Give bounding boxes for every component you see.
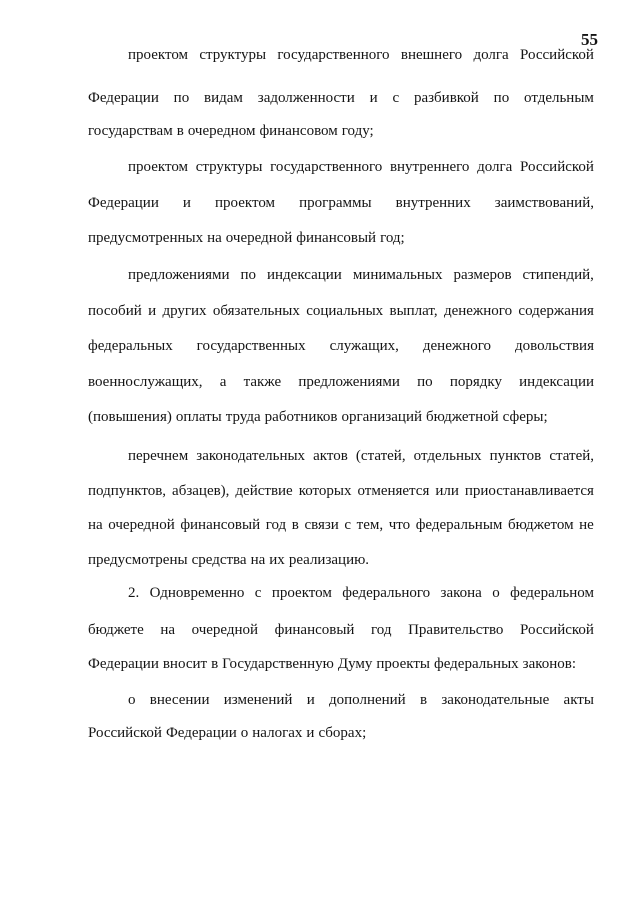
word: труда — [225, 409, 261, 425]
word: тем, — [356, 517, 384, 533]
word: отдельных — [413, 448, 482, 464]
word: бюджетной — [426, 409, 499, 425]
word: разбивкой — [413, 90, 479, 106]
word: в — [211, 656, 219, 672]
word: бюджетом — [507, 517, 574, 533]
word: сборах; — [318, 725, 367, 741]
word: действие — [235, 483, 293, 499]
word: федеральных — [88, 338, 173, 354]
word: индексации — [519, 374, 594, 390]
text-line — [88, 620, 594, 640]
word: Федерации — [88, 195, 159, 211]
word: проектом — [215, 195, 276, 211]
word: 2. — [128, 585, 140, 601]
text-line — [128, 583, 594, 603]
word: Федерации — [165, 725, 237, 741]
word: статей, — [549, 448, 594, 464]
word: связи — [304, 517, 339, 533]
word: государственного — [277, 47, 390, 63]
word: предложениями — [128, 267, 230, 283]
word: законодательные — [441, 692, 550, 708]
word: Думу — [337, 656, 373, 672]
word: предусмотренных — [88, 230, 204, 246]
word: закона — [440, 585, 482, 601]
word: внешнего — [400, 47, 463, 63]
word: порядку — [449, 374, 502, 390]
word: Российской — [520, 47, 594, 63]
word: очередной — [108, 517, 175, 533]
word: Государственную — [222, 656, 334, 672]
word: денежного — [443, 303, 513, 319]
word: финансовый — [296, 230, 377, 246]
word: перечнем — [128, 448, 189, 464]
word: видам — [204, 90, 243, 106]
word: (статей, — [355, 448, 406, 464]
word: внутреннего — [389, 159, 470, 175]
word: с — [344, 517, 352, 533]
word: минимальных — [352, 267, 443, 283]
word: предусмотрены — [88, 552, 188, 568]
word: проектом — [271, 585, 332, 601]
text-line — [88, 372, 594, 392]
word: федеральных — [433, 656, 519, 672]
word: которых — [298, 483, 352, 499]
word: на — [250, 552, 266, 568]
text-line — [88, 515, 594, 535]
word: внутренних — [395, 195, 471, 211]
word: финансовый — [274, 622, 355, 638]
text-line — [88, 481, 594, 501]
word: в — [419, 692, 428, 708]
word: содержания — [518, 303, 594, 319]
text-line — [128, 157, 594, 177]
text-line — [88, 301, 594, 321]
word: на — [88, 517, 103, 533]
word: стипендий, — [522, 267, 594, 283]
word: Правительство — [408, 622, 504, 638]
text-line — [88, 228, 594, 248]
text-line — [88, 723, 594, 743]
word: и — [306, 725, 315, 741]
text-line — [128, 446, 594, 466]
text-line — [88, 550, 594, 570]
text-line — [88, 336, 594, 356]
word: федерального — [342, 585, 431, 601]
word: подпунктов, — [88, 483, 167, 499]
word: структуры — [199, 47, 267, 63]
word: налогах — [252, 725, 303, 741]
word: финансовый — [180, 517, 261, 533]
word: Федерации — [88, 90, 159, 106]
word: законов: — [522, 656, 577, 672]
word: в — [176, 123, 184, 139]
word: федеральном — [510, 585, 594, 601]
word: очередной — [225, 230, 293, 246]
word: на — [160, 622, 176, 638]
word: о — [240, 725, 249, 741]
word: и — [306, 692, 315, 708]
word: государствам — [88, 123, 173, 139]
word: финансовом — [259, 123, 338, 139]
word: а — [219, 374, 227, 390]
word: о — [128, 692, 136, 708]
word: сферы; — [502, 409, 548, 425]
word: что — [388, 517, 411, 533]
word: федеральным — [415, 517, 503, 533]
word: проектом — [128, 159, 189, 175]
word: (повышения) — [88, 409, 172, 425]
word: актов — [313, 448, 348, 464]
word: довольствия — [515, 338, 594, 354]
word: Одновременно — [149, 585, 245, 601]
word: изменений — [223, 692, 293, 708]
word: долга — [477, 159, 513, 175]
word: пунктов — [489, 448, 542, 464]
word: оплаты — [175, 409, 222, 425]
word: приостанавливается — [464, 483, 594, 499]
word: работников — [264, 409, 338, 425]
text-line — [88, 193, 594, 213]
word: государственного — [270, 159, 383, 175]
word: очередной — [191, 622, 259, 638]
text-line — [88, 88, 594, 108]
word: бюджете — [88, 622, 144, 638]
word: государственных — [196, 338, 306, 354]
word: о — [492, 585, 500, 601]
text-line — [88, 654, 594, 674]
word: денежного — [422, 338, 492, 354]
word: средства — [191, 552, 247, 568]
word: заимствований, — [494, 195, 594, 211]
text-line — [88, 121, 594, 141]
word: по — [493, 90, 510, 106]
text-line — [128, 690, 594, 710]
word: очередном — [187, 123, 256, 139]
word: также — [243, 374, 282, 390]
word: других — [162, 303, 207, 319]
word: законодательных — [196, 448, 306, 464]
word: не — [579, 517, 594, 533]
word: или — [435, 483, 459, 499]
word: по — [240, 267, 257, 283]
word: год; — [380, 230, 405, 246]
word: пособий — [88, 303, 142, 319]
text-line — [88, 407, 594, 427]
word: по — [173, 90, 190, 106]
text-line — [128, 265, 594, 285]
word: предложениями — [298, 374, 400, 390]
word: дополнений — [329, 692, 406, 708]
word: абзацев), — [172, 483, 230, 499]
word: задолженности — [257, 90, 355, 106]
word: программы — [299, 195, 372, 211]
word: организаций — [341, 409, 422, 425]
word: акты — [563, 692, 594, 708]
word: отдельным — [524, 90, 594, 106]
word: долга — [473, 47, 509, 63]
word: и — [148, 303, 157, 319]
word: вносит — [162, 656, 208, 672]
word: обязательных — [212, 303, 300, 319]
word: и — [369, 90, 378, 106]
word: социальных — [306, 303, 384, 319]
word: служащих, — [329, 338, 399, 354]
word: отменяется — [357, 483, 430, 499]
word: внесении — [149, 692, 210, 708]
word: Федерации — [88, 656, 159, 672]
word: выплат, — [389, 303, 438, 319]
word: год — [265, 517, 287, 533]
page-number: 55 — [581, 30, 598, 49]
word: их — [269, 552, 285, 568]
word: Российской — [88, 725, 162, 741]
word: году; — [341, 123, 374, 139]
word: Российской — [520, 159, 594, 175]
word: по — [417, 374, 433, 390]
word: проектом — [128, 47, 189, 63]
text-line — [128, 45, 594, 65]
word: год — [371, 622, 392, 638]
word: в — [291, 517, 299, 533]
word: структуры — [195, 159, 263, 175]
word: военнослужащих, — [88, 374, 203, 390]
word: на — [207, 230, 222, 246]
word: с — [392, 90, 400, 106]
word: размеров — [453, 267, 512, 283]
word: реализацию. — [288, 552, 370, 568]
word: индексации — [267, 267, 342, 283]
word: с — [254, 585, 262, 601]
word: проекты — [376, 656, 430, 672]
word: и — [182, 195, 191, 211]
word: Российской — [520, 622, 594, 638]
